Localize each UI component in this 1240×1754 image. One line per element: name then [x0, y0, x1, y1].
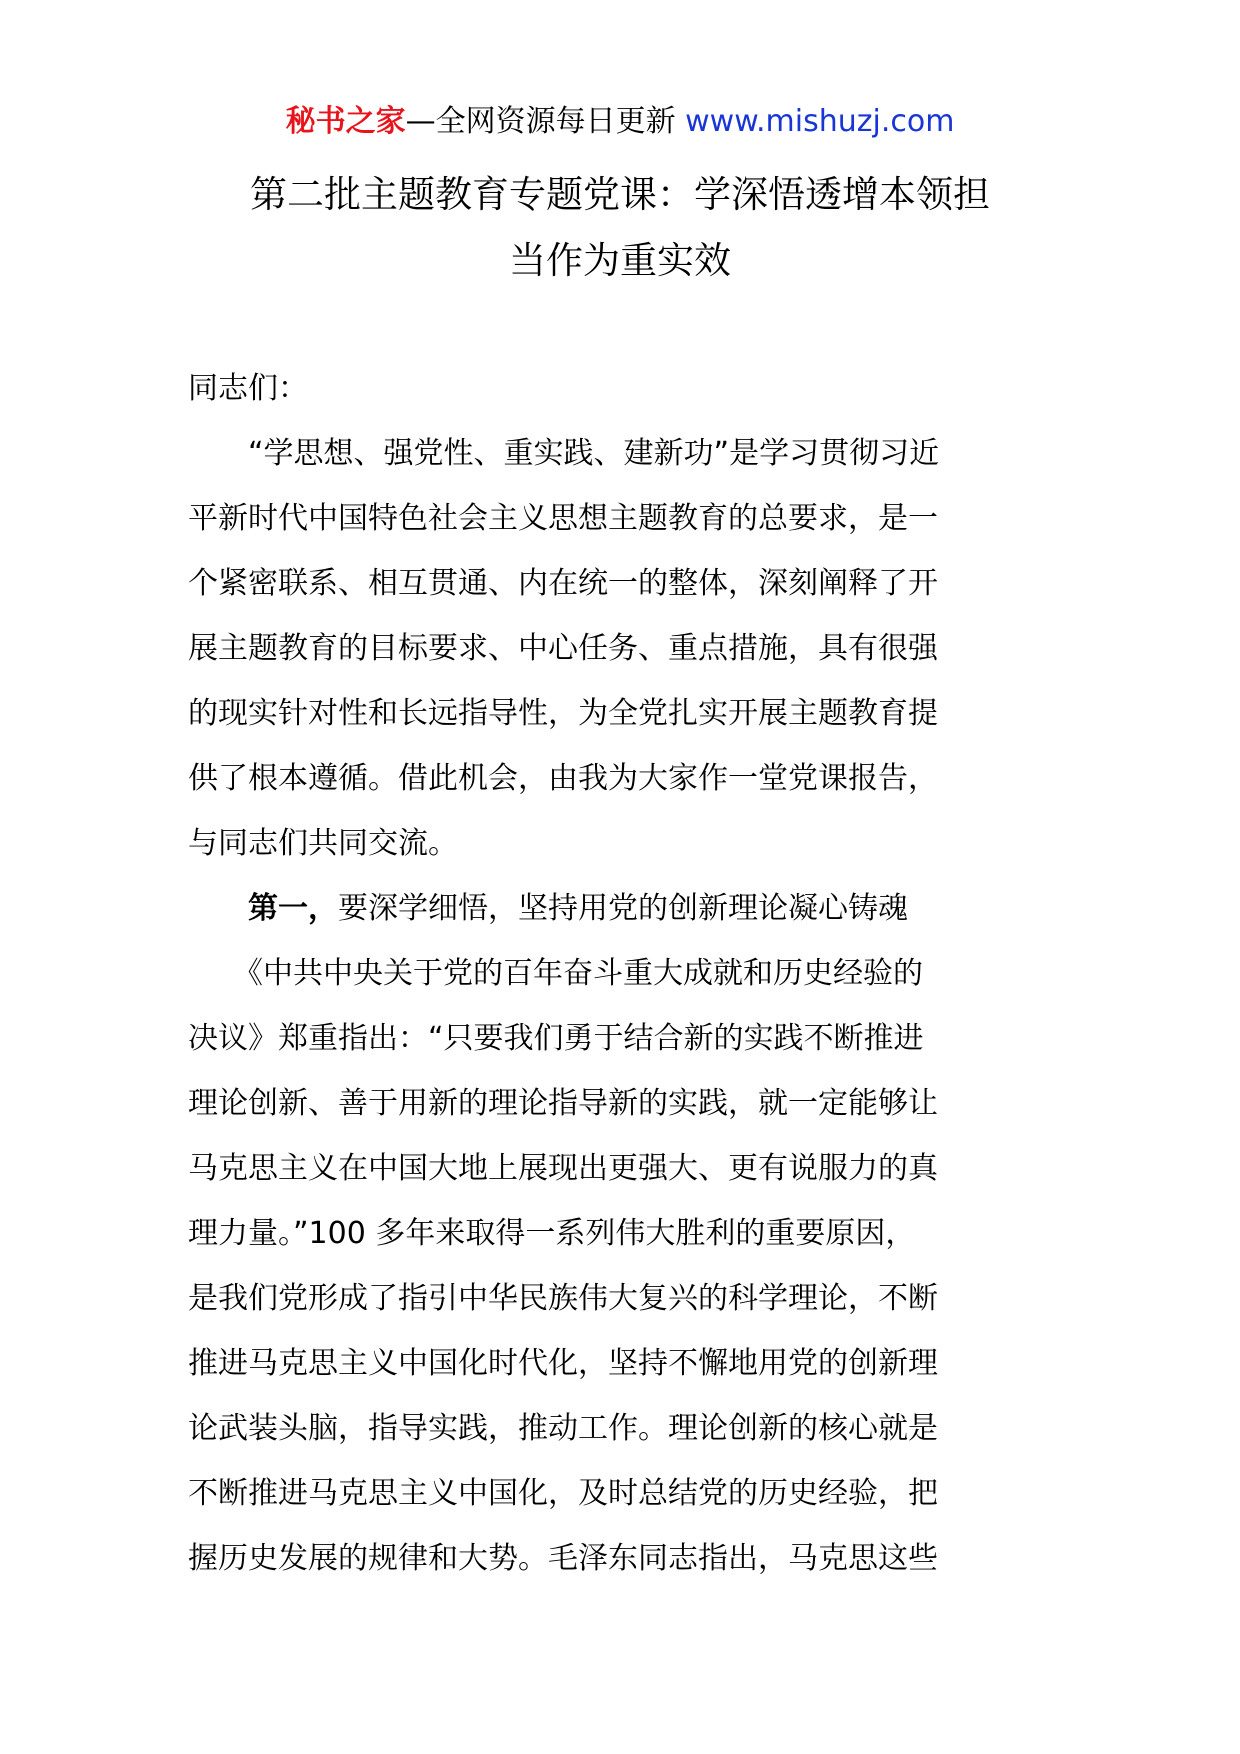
paragraph-line: 展主题教育的目标要求、中心任务、重点措施，具有很强	[188, 631, 938, 666]
paragraph-line: 与同志们共同交流。	[188, 826, 458, 861]
paragraph-line: “学思想、强党性、重实践、建新功”是学习贯彻习近	[188, 436, 940, 471]
paragraph-line: 《中共中央关于党的百年奋斗重大成就和历史经验的	[188, 956, 923, 991]
paragraph-line: 理力量。”100 多年来取得一系列伟大胜利的重要原因，	[188, 1216, 916, 1251]
site-tagline: —全网资源每日更新	[405, 104, 686, 139]
section-heading	[188, 876, 1058, 941]
paragraph-line: 论武装头脑，指导实践，推动工作。理论创新的核心就是	[188, 1411, 938, 1446]
section-heading-lead: 第一，	[248, 891, 338, 926]
title-line: 当作为重实效	[509, 239, 731, 282]
paragraph-line: 推进马克思主义中国化时代化，坚持不懈地用党的创新理	[188, 1346, 938, 1381]
paragraph-line: 是我们党形成了指引中华民族伟大复兴的科学理论，不断	[188, 1281, 938, 1316]
paragraph-line: 个紧密联系、相互贯通、内在统一的整体，深刻阐释了开	[188, 566, 938, 601]
title-line: 第二批主题教育专题党课：学深悟透增本领担	[250, 173, 990, 216]
section-heading-text: 要深学细悟，坚持用党的创新理论凝心铸魂	[338, 891, 908, 926]
paragraph-line: 决议》郑重指出：“只要我们勇于结合新的实践不断推进	[188, 1021, 924, 1056]
document-title	[150, 162, 1090, 294]
paragraph-line: 不断推进马克思主义中国化，及时总结党的历史经验，把	[188, 1476, 938, 1511]
paragraph-line: 理论创新、善于用新的理论指导新的实践，就一定能够让	[188, 1086, 938, 1121]
salutation: 同志们：	[188, 371, 308, 406]
paragraph-line: 平新时代中国特色社会主义思想主题教育的总要求，是一	[188, 501, 938, 536]
paragraph-line: 握历史发展的规律和大势。毛泽东同志指出，马克思这些	[188, 1541, 938, 1576]
paragraph-line: 供了根本遵循。借此机会，由我为大家作一堂党课报告，	[188, 761, 938, 796]
section-indent	[188, 891, 248, 926]
site-url-link[interactable]: www.mishuzj.com	[685, 104, 955, 139]
document-body	[188, 356, 1058, 1591]
site-brand: 秘书之家	[285, 104, 406, 139]
paragraph-line: 马克思主义在中国大地上展现出更强大、更有说服力的真	[188, 1151, 938, 1186]
site-header	[0, 100, 1240, 144]
paragraph-line: 的现实针对性和长远指导性，为全党扎实开展主题教育提	[188, 696, 938, 731]
